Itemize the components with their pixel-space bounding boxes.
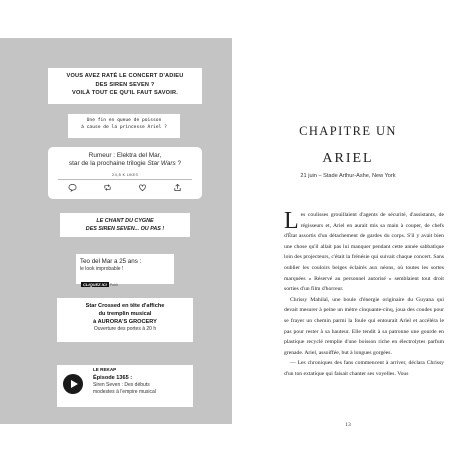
ad-cta-badge: CLIQUEZ ICI xyxy=(83,282,107,287)
paragraph-text: es coulisses grouillaient d'agents de sécurité, d'assistants, de régisseurs et, Ariel en aurait mis sa main à couper, de chefs d'État assortis d'un détachement de gardes du corps. S'il y avait bien une chose qu'il allait pas lui manquer pendant cette année sabbatique loin des projecteurs, c'était la frénésie qui suivait chaque concert. Sans oublier les couloirs beiges éclairés aux néons, où toutes les sortes marquées « Réservé au personnel autorisé » semblaient tout droit sorties d'un film d'horreur. xyxy=(284,212,444,293)
page-number: 13 xyxy=(345,422,351,428)
headline-line: VOILÀ TOUT CE QU'IL FAUT SAVOIR. xyxy=(72,90,178,97)
tweet-actions xyxy=(68,183,182,193)
ad-card-teo xyxy=(76,254,174,287)
headline-line: LE CHANT DU CYGNE xyxy=(96,218,154,224)
ad-title: Teo del Mar a 25 ans : xyxy=(80,258,142,265)
share-icon[interactable] xyxy=(173,183,182,192)
chapter-name: ARIEL xyxy=(322,151,374,166)
body-text xyxy=(284,210,444,380)
headline-card-queue xyxy=(68,114,180,138)
paragraph xyxy=(284,210,444,295)
event-line: du tremplin musical xyxy=(98,311,152,317)
play-icon xyxy=(69,379,79,389)
tweet-text xyxy=(48,152,202,168)
tweet-likes: 24,8 K LIKES xyxy=(111,172,139,177)
retweet-icon[interactable] xyxy=(103,183,112,192)
headline-line: Une fin en queue de poisson xyxy=(86,118,162,123)
tweet-card xyxy=(48,147,202,199)
event-card-star-crossed xyxy=(57,298,193,342)
play-button[interactable] xyxy=(63,374,83,394)
podcast-description xyxy=(93,382,191,396)
podcast-description-line: Siren Seven : Des débuts xyxy=(93,382,150,388)
headline-line: VOUS AVEZ RATÉ LE CONCERT D'ADIEU xyxy=(66,73,184,79)
ad-subtitle: le look improbable ! xyxy=(80,266,124,272)
headline-card-swan-song xyxy=(60,213,190,237)
tweet-line-italic: Star Wars xyxy=(147,160,176,167)
paragraph: Chrissy Mahilal, une boule d'énergie originaire du Guyana qui devait mesurer à peine un mètre cinquante-cinq, joua des coudes pour se frayer un chemin parmi la foule qui entourait Ariel et accéléra le pas pour rester à sa hauteur. Elle tendit à sa patronne une gourde en plastique recyclé remplie d'une boisson riche en électrolytes parfum grenade. Ariel, assoiffée, but à longues gorgées. xyxy=(284,296,444,356)
podcast-description-line: modestes à l'empire musical xyxy=(93,389,156,395)
ad-tag: Publi xyxy=(109,283,118,287)
paragraph: — Les chroniques des fans commencent à arriver, déclara Chrissy d'un ton extatique qui faisait chanter ses voyelles. Vous xyxy=(284,360,444,377)
podcast-label: LE REKAP xyxy=(93,367,117,372)
tweet-line xyxy=(48,160,202,168)
event-time: Ouverture des portes à 20 h xyxy=(93,326,157,332)
podcast-card xyxy=(57,365,193,407)
drop-cap: L xyxy=(284,208,299,234)
podcast-episode: Épisode 1365 : xyxy=(93,375,133,381)
headline-card-missed-concert xyxy=(48,68,202,104)
tweet-line: Rumeur : Elektra del Mar, xyxy=(88,152,162,159)
tweet-line-prefix: star de la prochaine trilogie xyxy=(68,160,148,167)
chapter-title: CHAPITRE UN xyxy=(299,124,397,138)
speech-bubble-icon[interactable] xyxy=(68,183,77,192)
ad-cta-row xyxy=(80,273,174,291)
tweet-divider xyxy=(58,179,192,180)
headline-line: DES SIREN SEVEN ? xyxy=(95,81,155,88)
heart-icon[interactable] xyxy=(138,183,147,192)
headline-line: DES SIREN SEVEN... OU PAS ! xyxy=(85,226,165,232)
tweet-line-suffix: ? xyxy=(175,160,182,167)
event-line: Star Crossed en tête d'affiche xyxy=(85,303,165,309)
event-line: à AURORA'S GROCERY xyxy=(93,319,157,325)
chapter-subtitle: 21 juin – Stade Arthur-Ashe, New York xyxy=(300,173,396,179)
headline-line: à cause de la princesse Ariel ? xyxy=(81,124,167,130)
